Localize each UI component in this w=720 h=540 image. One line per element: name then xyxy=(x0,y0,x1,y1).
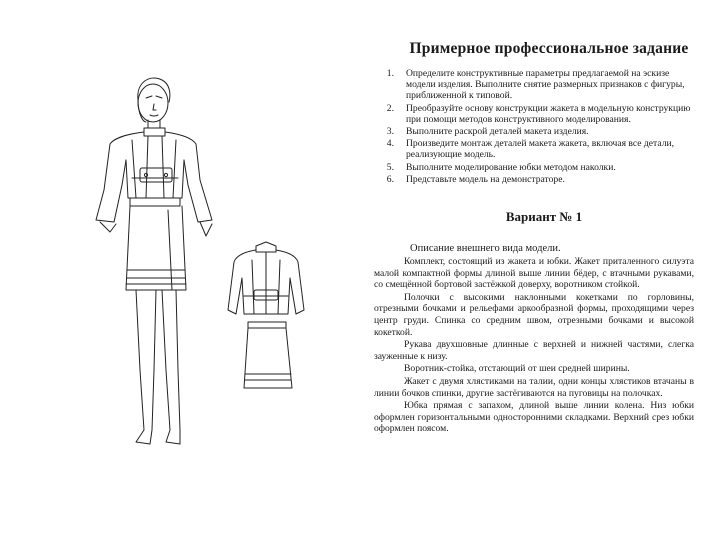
description-paragraph: Рукава двухшовные длинные с верхней и нижней частями, слегка зауженные к низу. xyxy=(374,339,694,362)
description-paragraph: Воротник-стойка, отстающий от шеи средней ширины. xyxy=(404,363,630,375)
task-text: Представьте модель на демонстраторе. xyxy=(406,173,565,185)
description-paragraph: Комплект, состоящий из жакета и юбки. Жакет приталенного силуэта малой компактной формы длиной выше линии бёдер, с втачными рукавами, со смещённой бортовой застёжкой доверху, воротником стойкой. xyxy=(374,256,694,291)
jacket-flat-sketch xyxy=(228,242,304,314)
list-item xyxy=(374,174,694,185)
list-item xyxy=(374,162,694,173)
description-title: Описание внешнего вида модели. xyxy=(410,243,561,255)
page-title: Примерное профессиональное задание xyxy=(409,40,689,57)
task-text: Определите конструктивные параметры предлагаемой на эскизе модели изделия. Выполните снятие размерных признаков с фигуры, приближенной к типовой. xyxy=(406,68,685,102)
fashion-sketch-illustration xyxy=(70,70,390,510)
task-text: Выполните раскрой деталей макета изделия. xyxy=(406,126,589,138)
list-item xyxy=(374,68,694,102)
figure-jacket xyxy=(96,128,212,222)
description-paragraph: Жакет с двумя хлястиками на талии, одни концы хлястиков втачаны в линии бочков спинки, другие застёгиваются на пуговицы на полочках. xyxy=(374,375,694,399)
model-description xyxy=(374,243,694,435)
task-number: 6. xyxy=(386,173,394,185)
skirt-flat-sketch xyxy=(244,322,292,388)
figure-legs xyxy=(100,222,212,444)
list-item xyxy=(374,138,694,160)
variant-heading: Вариант № 1 xyxy=(505,209,583,225)
description-paragraph: Полочки с высокими наклонными кокетками по горловины, отрезными бочками и рельефами аркообразной формы, проходящими через центр груди. Спинка со средним швом, отрезными бочками и высокой кокеткой. xyxy=(374,291,694,338)
task-number: 2. xyxy=(386,102,394,114)
figure-head xyxy=(138,78,170,128)
task-text: Преобразуйте основу конструкции жакета в модельную конструкцию при помощи методов конструктивного моделирования. xyxy=(406,102,691,125)
sketch-svg xyxy=(70,70,390,510)
assignment-text xyxy=(374,40,694,435)
list-item xyxy=(374,103,694,125)
task-number: 1. xyxy=(386,68,394,79)
list-item xyxy=(374,126,694,137)
figure-skirt xyxy=(126,206,186,290)
description-paragraph: Юбка прямая с запахом, длиной выше линии колена. Низ юбки оформлен горизонтальными односторонними складками. Верхний срез юбки оформлен поясом. xyxy=(374,400,694,435)
task-text: Выполните моделирование юбки методом наколки. xyxy=(406,161,616,173)
task-number: 4. xyxy=(386,138,394,150)
task-number: 5. xyxy=(386,161,394,173)
task-list xyxy=(374,68,694,185)
task-number: 3. xyxy=(386,126,394,138)
task-text: Произведите монтаж деталей макета жакета, включая все детали, реализующие модель. xyxy=(406,138,675,161)
